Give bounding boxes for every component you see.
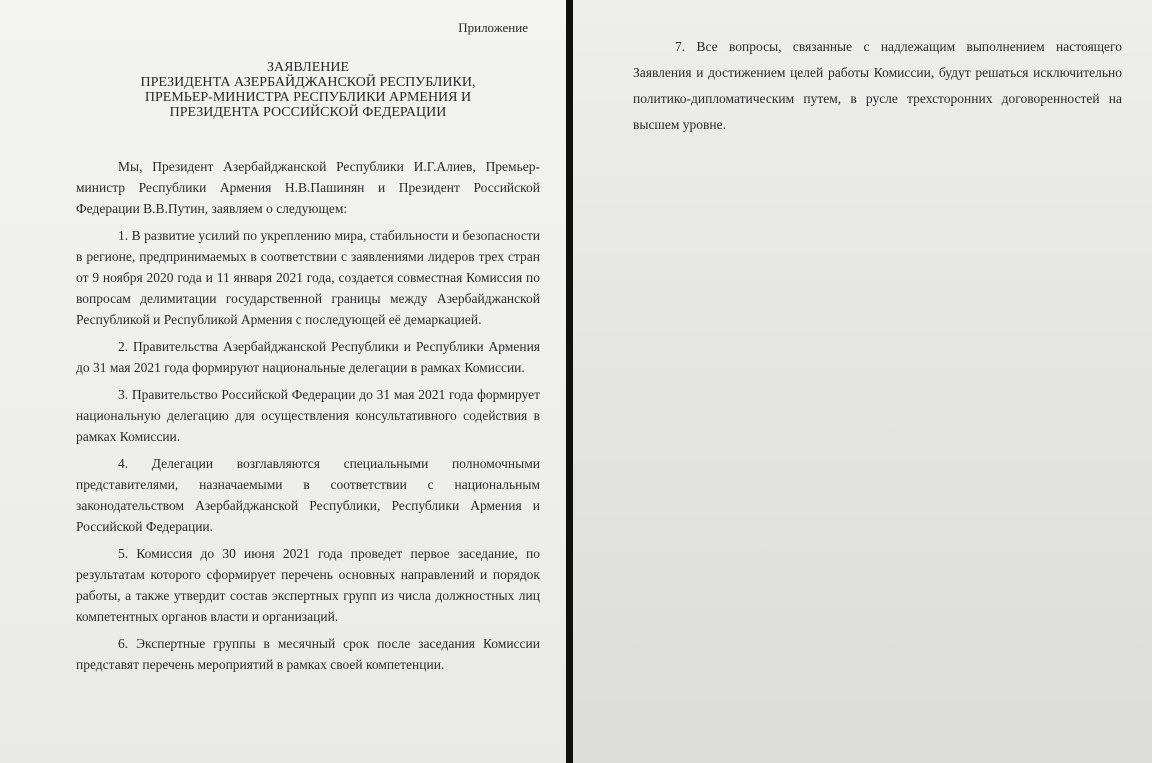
clause-3-paragraph: 3. Правительство Российской Федерации до 31 мая 2021 года формирует национальную делегацию для осуществления консультативного содействия в рамках Комиссии. — [76, 387, 540, 444]
clause-2-paragraph: 2. Правительства Азербайджанской Республики и Республики Армения до 31 мая 2021 года формируют национальные делегации в рамках Комиссии. — [76, 339, 540, 375]
clause-5-paragraph: 5. Комиссия до 30 июня 2021 года проведет первое заседание, по результатам которого сформирует перечень основных направлений и порядок работы, а также утвердит состав экспертных групп из числа должностных лиц компетентных органов власти и организаций. — [76, 546, 540, 624]
document-title — [76, 60, 540, 120]
clause-1-paragraph: 1. В развитие усилий по укреплению мира, стабильности и безопасности в регионе, предпринимаемых в соответствии с заявлениями лидеров трех стран от 9 ноября 2020 года и 11 января 2021 года, создается совместная Комиссия по вопросам делимитации государственной границы между Азербайджанской Республикой и Республикой Армения с последующей её демаркацией. — [76, 228, 540, 327]
title-line: ПРЕЗИДЕНТА РОССИЙСКОЙ ФЕДЕРАЦИИ — [169, 105, 447, 120]
appendix-label: Приложение — [458, 20, 528, 35]
intro-paragraph: Мы, Президент Азербайджанской Республики И.Г.Алиев, Премьер-министр Республики Армения Н.В.Пашинян и Президент Российской Федерации В.В.Путин, заявляем о следующем: — [76, 159, 540, 216]
document-page-right — [573, 0, 1152, 763]
title-line: ЗАЯВЛЕНИЕ — [266, 60, 350, 75]
document-page-left — [0, 0, 566, 763]
clause-7-paragraph: 7. Все вопросы, связанные с надлежащим выполнением настоящего Заявления и достижением целей работы Комиссии, будут решаться исключительно политико-дипломатическим путем, в русле трехсторонних договоренностей на высшем уровне. — [633, 39, 1122, 132]
title-line: ПРЕМЬЕР-МИНИСТРА РЕСПУБЛИКИ АРМЕНИЯ И — [144, 90, 472, 105]
title-line: ПРЕЗИДЕНТА АЗЕРБАЙДЖАНСКОЙ РЕСПУБЛИКИ, — [140, 75, 476, 90]
page-separator — [566, 0, 573, 763]
clause-4-paragraph: 4. Делегации возглавляются специальными полномочными представителями, назначаемыми в соответствии с национальным законодательством Азербайджанской Республики, Республики Армения и Российской Федерации. — [76, 456, 540, 534]
clause-6-paragraph: 6. Экспертные группы в месячный срок после заседания Комиссии представят перечень мероприятий в рамках своей компетенции. — [76, 636, 540, 672]
